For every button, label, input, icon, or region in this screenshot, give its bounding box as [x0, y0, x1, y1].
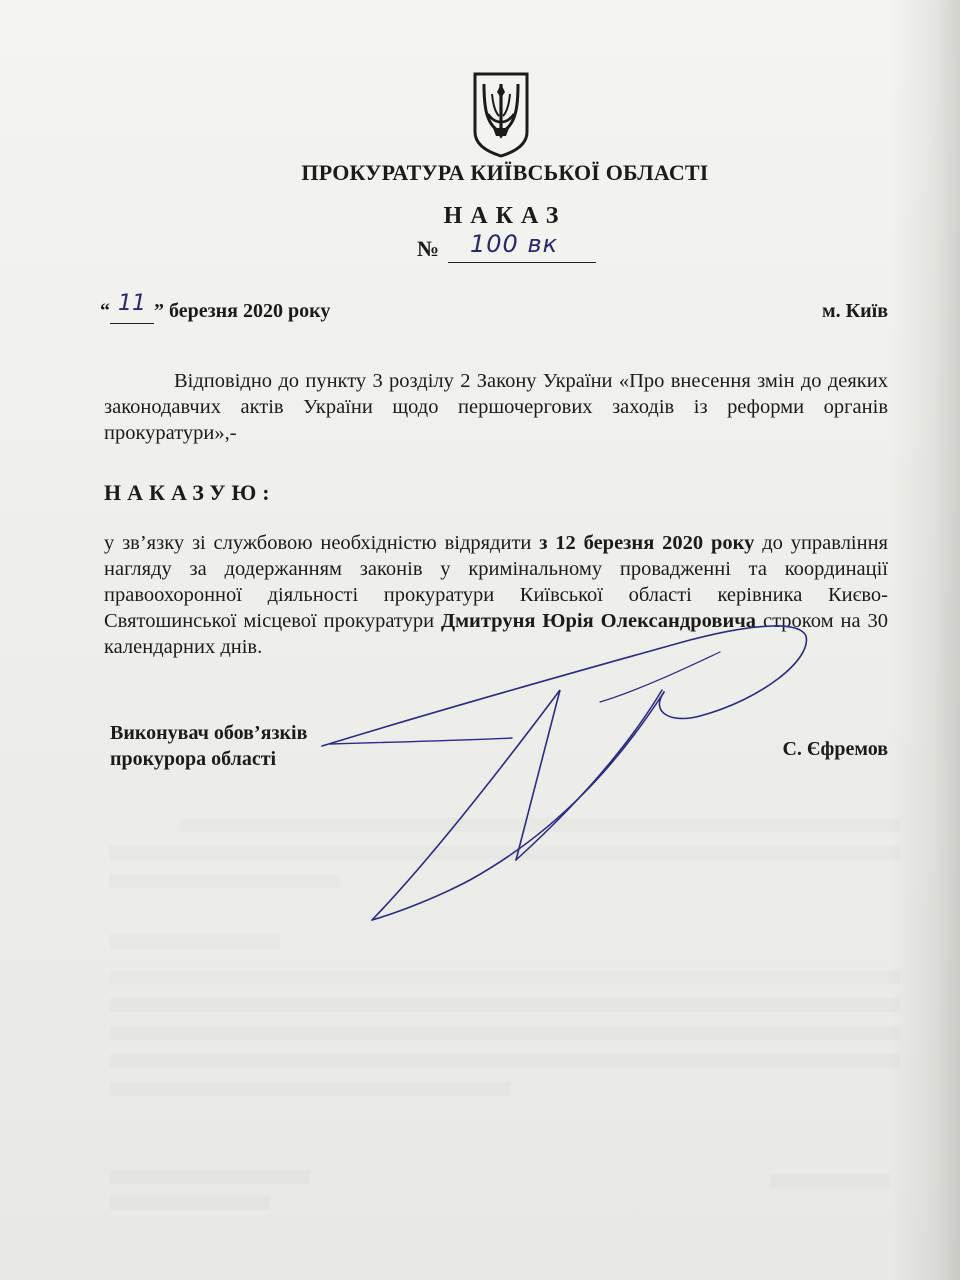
page-edge-shadow [890, 0, 960, 1280]
order-text-part1: у зв’язку зі службовою необхідністю відрядити [104, 532, 540, 554]
signatory-name: С. Єфремов [782, 738, 888, 760]
date-close-quote: ” [154, 300, 164, 322]
date-line [100, 291, 331, 324]
organization-name: ПРОКУРАТУРА КИЇВСЬКОЇ ОБЛАСТІ [301, 160, 709, 185]
order-number-handwritten: 100 вк [470, 230, 559, 258]
signatory-position-line1: Виконувач обов’язків [110, 722, 308, 744]
date-day-handwritten: 11 [118, 291, 146, 316]
order-text-part3: строком на 30 календарних днів. [104, 610, 888, 658]
signatory-position [110, 720, 307, 772]
order-text-part2: до управління нагляду за додержанням законів у кримінальному провадженні та координації правоохоронної діяльності прокуратури Київської області керівника Києво-Святошинської місцевої прокуратури [104, 532, 888, 632]
order-number-label: № [417, 236, 440, 261]
ukraine-trident-icon [470, 70, 532, 158]
order-heading: НАКАЗУЮ: [104, 480, 276, 505]
date-day-field [110, 291, 154, 324]
city: м. Київ [821, 300, 888, 322]
order-paragraph [104, 530, 888, 660]
order-person-name: Дмитруня Юрія Олександровича [440, 610, 757, 632]
date-month-year: березня 2020 року [169, 300, 331, 322]
order-start-date: з 12 березня 2020 року [539, 532, 755, 554]
signatory-position-line2: прокурора області [110, 748, 277, 770]
document-title: НАКАЗ [443, 203, 567, 229]
date-open-quote: “ [100, 300, 110, 322]
order-number-line [448, 262, 596, 263]
preamble-paragraph: Відповідно до пункту 3 розділу 2 Закону України «Про внесення змін до деяких законодавчих актів України щодо першочергових заходів із реформи органів прокуратури»,- [104, 370, 888, 444]
